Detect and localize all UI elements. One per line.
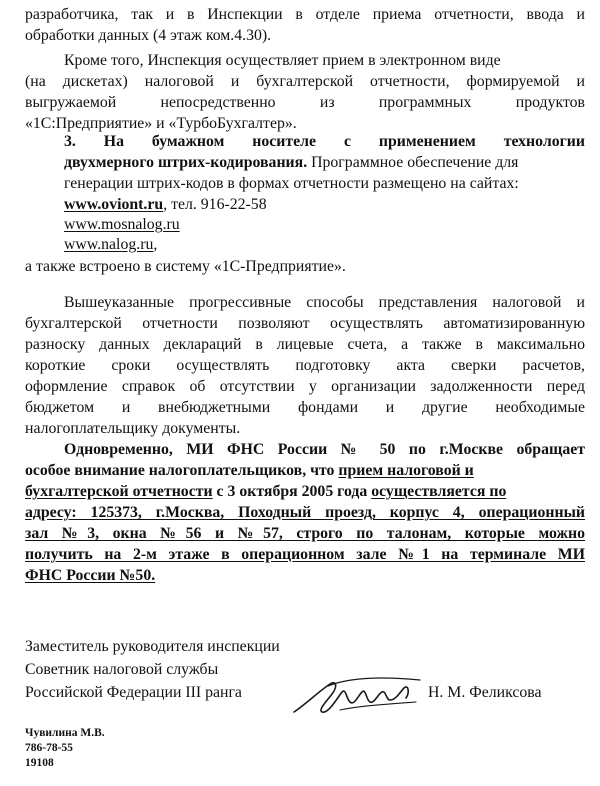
paragraph-line: а также встроено в систему «1С-Предприятие». <box>25 258 346 275</box>
paragraph-line: бухгалтерской отчетности позволяют осуществлять автоматизированную <box>25 315 585 332</box>
paragraph-line: бюджетом и внебюджетными фондами и другие необходимые <box>25 399 585 416</box>
site-line <box>64 215 180 235</box>
paragraph-line: выгружаемой непосредственно из программных продуктов <box>25 94 585 111</box>
site-link-oviont[interactable]: www.oviont.ru <box>64 196 164 213</box>
notice-text: особое внимание налогоплательщиков, что <box>25 462 339 479</box>
document-code: 19108 <box>25 757 54 769</box>
paragraph-line: налогоплательщику документы. <box>25 420 241 437</box>
site-line <box>64 195 267 215</box>
notice-underlined: бухгалтерской отчетности <box>25 483 213 500</box>
signer-name: Н. М. Феликсова <box>428 684 542 701</box>
paragraph-line: (на дискетах) налоговой и бухгалтерской отчетности, формируемой и <box>25 73 585 90</box>
author-phone: 786-78-55 <box>25 742 73 754</box>
notice-underlined: осуществляется по <box>371 483 507 500</box>
notice-line: ФНС России №50. <box>25 567 156 584</box>
paragraph-line: короткие сроки осуществлять подготовку акта сверки расчетов, <box>25 357 585 374</box>
notice-line <box>25 482 585 502</box>
paragraph-line: Кроме того, Инспекция осуществляет прием в электронном виде <box>64 52 501 69</box>
site-link-mosnalog[interactable]: www.mosnalog.ru <box>64 216 180 233</box>
notice-underlined: прием налоговой и <box>338 462 474 479</box>
paragraph-line: Вышеуказанные прогрессивные способы представления налоговой и <box>64 294 585 311</box>
paragraph-line: разработчика, так и в Инспекции в отделе приема отчетности, ввода и <box>25 6 585 23</box>
item-3-heading: 3. На бумажном носителе с применением технологии <box>64 133 585 150</box>
notice-line: адресу: 125373, г.Москва, Походный проезд, корпус 4, операционный <box>25 504 585 521</box>
notice-text: с 3 октября 2005 года <box>212 483 372 500</box>
signer-title: Заместитель руководителя инспекции <box>25 638 280 655</box>
item-3-heading-cont: двухмерного штрих-кодирования. <box>64 154 308 171</box>
paragraph-line: разноску данных деклараций в лицевые счета, а также в максимально <box>25 336 585 353</box>
paragraph-line: оформление справок об отсутствии у организации задолженности перед <box>25 378 585 395</box>
phone-text: , тел. 916-22-58 <box>163 196 267 213</box>
site-link-nalog[interactable]: www.nalog.ru <box>64 236 154 253</box>
paragraph-line: генерации штрих-кодов в формах отчетности размещено на сайтах: <box>64 175 519 192</box>
site-line <box>64 235 157 255</box>
signer-rank: Советник налоговой службы <box>25 661 219 678</box>
signer-rank: Российской Федерации III ранга <box>25 684 242 701</box>
paragraph-line: обработки данных (4 этаж ком.4.30). <box>25 27 272 44</box>
notice-line <box>25 461 585 481</box>
item-3-text: Программное обеспечение для <box>307 154 519 171</box>
punctuation: , <box>153 236 158 253</box>
author-name: Чувилина М.В. <box>25 727 105 739</box>
notice-line: Одновременно, МИ ФНС России № 50 по г.Москве обращает <box>64 441 585 458</box>
notice-line: получить на 2-м этаже в операционном зале №1 на терминале МИ <box>25 546 585 563</box>
item-3-line <box>64 153 518 173</box>
paragraph-line: «1С:Предприятие» и «ТурбоБухгалтер». <box>25 115 297 132</box>
notice-line: зал №3, окна №56 и №57, строго по талонам, которые можно <box>25 525 585 542</box>
handwritten-signature <box>288 666 438 726</box>
